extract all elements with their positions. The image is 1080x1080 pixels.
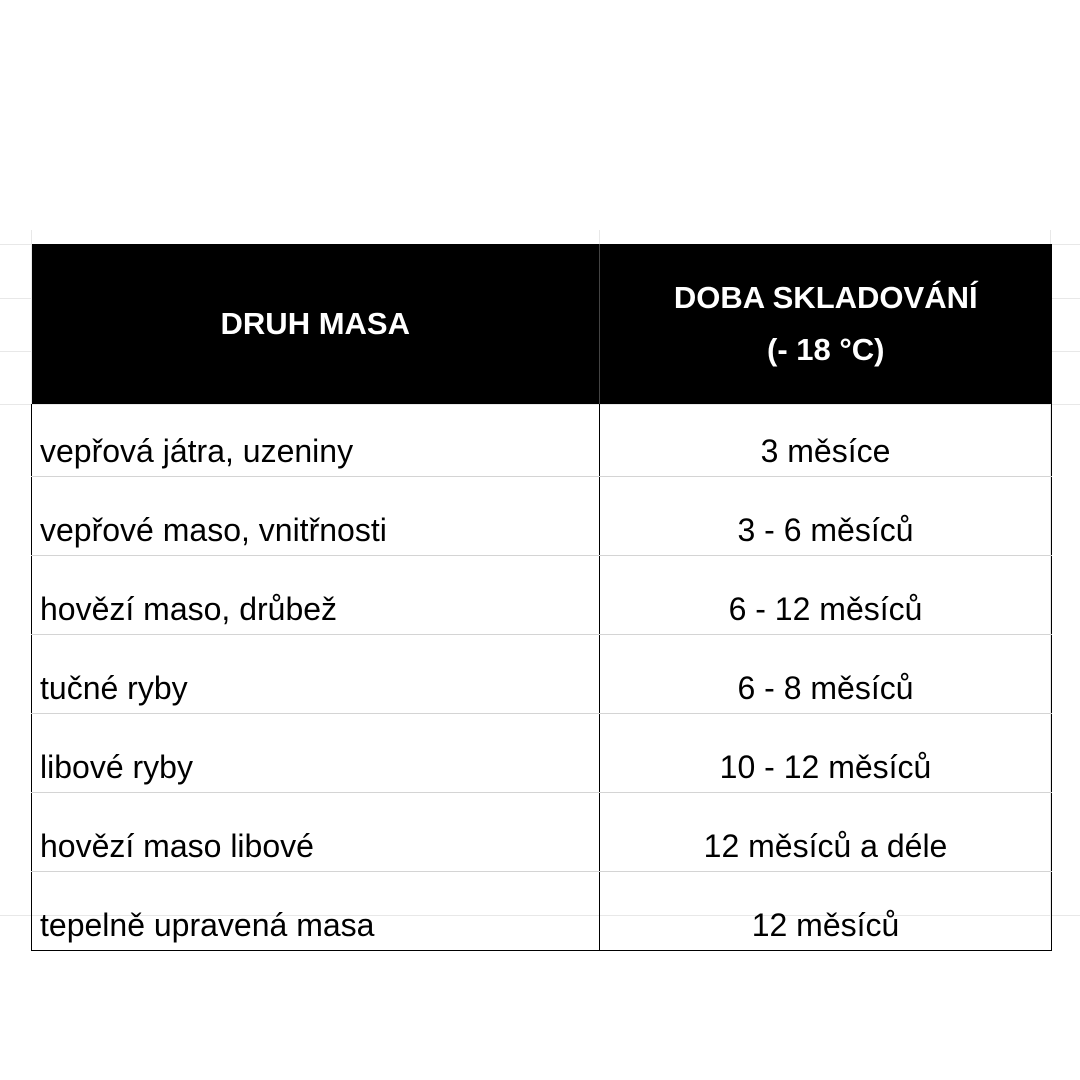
header-storage-time-line2: (- 18 °C) [767,332,885,367]
table-row [32,635,1052,714]
header-meat-type: DRUH MASA [32,244,600,404]
meat-cell: tepelně upravená masa [32,872,600,951]
table-row [32,404,1052,477]
meat-storage-table [31,244,1052,951]
duration-cell: 3 měsíce [600,404,1052,477]
meat-cell: hovězí maso, drůbež [32,556,600,635]
meat-cell: vepřová játra, uzeniny [32,404,600,477]
storage-table-container [31,244,1051,951]
meat-cell: tučné ryby [32,635,600,714]
table-row [32,477,1052,556]
header-storage-time-line1: DOBA SKLADOVÁNÍ [673,280,978,315]
meat-cell: hovězí maso libové [32,793,600,872]
meat-cell: libové ryby [32,714,600,793]
table-header [32,244,1052,404]
duration-cell: 12 měsíců a déle [600,793,1052,872]
table-row [32,872,1052,951]
duration-cell: 12 měsíců [600,872,1052,951]
duration-cell: 3 - 6 měsíců [600,477,1052,556]
table-body [32,404,1052,951]
duration-cell: 6 - 12 měsíců [600,556,1052,635]
table-row [32,793,1052,872]
duration-cell: 6 - 8 měsíců [600,635,1052,714]
table-row [32,556,1052,635]
header-row [32,244,1052,404]
meat-cell: vepřové maso, vnitřnosti [32,477,600,556]
duration-cell: 10 - 12 měsíců [600,714,1052,793]
table-row [32,714,1052,793]
header-storage-time [600,244,1052,404]
